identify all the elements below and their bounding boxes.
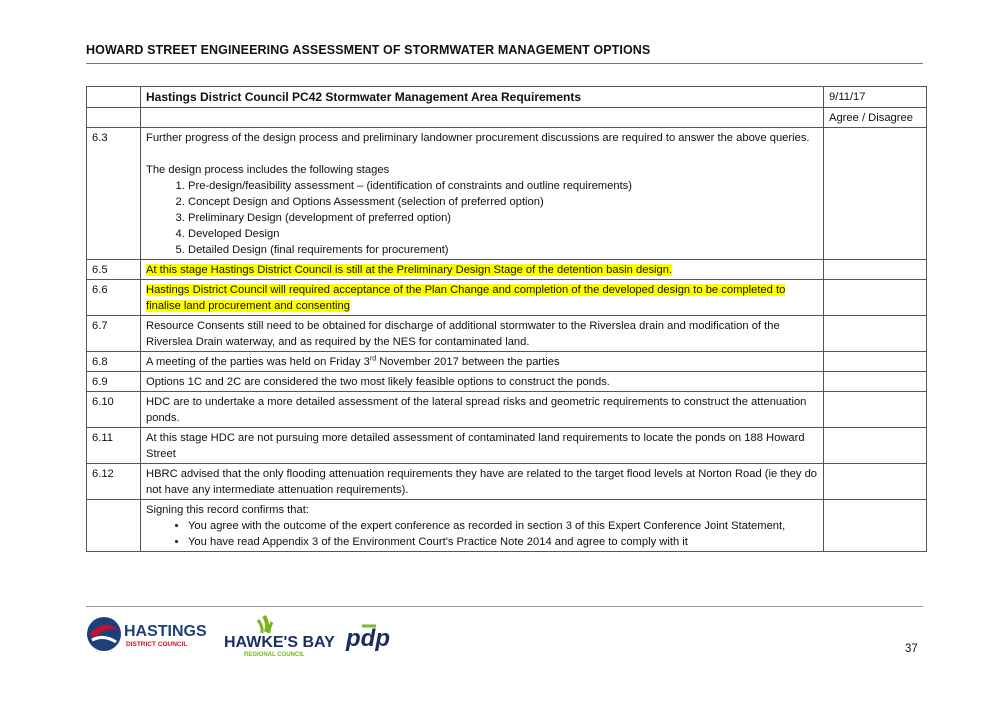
table-subheader-row: [87, 108, 927, 128]
signing-row: [87, 500, 927, 552]
table-row: [87, 316, 927, 352]
row-number: 6.11: [87, 428, 141, 464]
agree-disagree-label: Agree / Disagree: [824, 108, 927, 128]
agree-cell: [824, 464, 927, 500]
signing-intro: Signing this record confirms that:: [146, 504, 309, 516]
agree-cell: [824, 128, 927, 260]
list-item: 3. Preliminary Design (development of preferred option): [188, 210, 818, 226]
hastings-logo: [87, 617, 207, 651]
row-number: 6.3: [87, 128, 141, 260]
agree-cell: [824, 392, 927, 428]
row-number: 6.8: [87, 352, 141, 372]
table-row: [87, 372, 927, 392]
row-number: 6.9: [87, 372, 141, 392]
row-text: [141, 260, 824, 280]
row-text: Options 1C and 2C are considered the two most likely feasible options to construct the ponds.: [141, 372, 824, 392]
row-number: 6.6: [87, 280, 141, 316]
row-text: HBRC advised that the only flooding attenuation requirements they have are related to the target flood levels at Norton Road (ie they do not have any intermediate attenuation requirements).: [141, 464, 824, 500]
list-item: 5. Detailed Design (final requirements for procurement): [188, 242, 818, 258]
hawkes-bay-wordmark: HAWKE'S BAY: [224, 634, 335, 651]
table-cell: [141, 108, 824, 128]
table-header-row: [87, 87, 927, 108]
hastings-wordmark: HASTINGS: [124, 623, 207, 640]
table-cell: [87, 87, 141, 108]
paragraph: Further progress of the design process and preliminary landowner procurement discussions are required to answer the above queries.: [146, 132, 810, 144]
highlighted-text: At this stage Hastings District Council is still at the Preliminary Design Stage of the detention basin design.: [146, 264, 673, 276]
table-title: Hastings District Council PC42 Stormwater Management Area Requirements: [141, 87, 824, 108]
page-number: 37: [905, 643, 918, 655]
footer-divider: [86, 606, 923, 607]
row-text: At this stage HDC are not pursuing more detailed assessment of contaminated land requirements to locate the ponds on 188 Howard Street: [141, 428, 824, 464]
table-row: [87, 464, 927, 500]
signing-list: [146, 518, 818, 550]
agree-cell: [824, 372, 927, 392]
hawkes-bay-subtitle: REGIONAL COUNCIL: [244, 652, 305, 658]
table-row: [87, 280, 927, 316]
agree-cell: [824, 260, 927, 280]
agree-cell: [824, 280, 927, 316]
hastings-subtitle: DISTRICT COUNCIL: [126, 641, 188, 648]
row-text: Resource Consents still need to be obtained for discharge of additional stormwater to the Riverslea drain and modification of the Riverslea Drain waterway, and as required by the NES for contaminated land.: [141, 316, 824, 352]
row-text: [141, 128, 824, 260]
agree-cell: [824, 316, 927, 352]
table-date: 9/11/17: [824, 87, 927, 108]
row-number: 6.5: [87, 260, 141, 280]
signing-text: [141, 500, 824, 552]
list-item: • You agree with the outcome of the expert conference as recorded in section 3 of this Expert Conference Joint Statement,: [188, 518, 818, 534]
table-row: [87, 352, 927, 372]
row-text: A meeting of the parties was held on Friday 3rd November 2017 between the parties: [141, 352, 824, 372]
paragraph: The design process includes the following stages: [146, 164, 390, 176]
page-title: HOWARD STREET ENGINEERING ASSESSMENT OF STORMWATER MANAGEMENT OPTIONS: [86, 43, 651, 57]
list-item: • You have read Appendix 3 of the Environment Court's Practice Note 2014 and agree to comply with it: [188, 534, 818, 550]
agree-cell: [824, 428, 927, 464]
stage-list: [146, 178, 818, 258]
pdp-wordmark: pdp: [346, 625, 390, 652]
list-item: 1. Pre-design/feasibility assessment – (identification of constraints and outline requirements): [188, 178, 818, 194]
requirements-table: [86, 86, 927, 552]
row-text: [141, 280, 824, 316]
table-cell: [87, 500, 141, 552]
row-number: 6.12: [87, 464, 141, 500]
row-text: HDC are to undertake a more detailed assessment of the lateral spread risks and geometric requirements to construct the attenuation ponds.: [141, 392, 824, 428]
hawkes-bay-logo: [224, 616, 335, 658]
agree-cell: [824, 352, 927, 372]
list-item: 4. Developed Design: [188, 226, 818, 242]
row-number: 6.7: [87, 316, 141, 352]
row-number: 6.10: [87, 392, 141, 428]
table-row: [87, 392, 927, 428]
header-divider: [86, 63, 923, 64]
highlighted-text: Hastings District Council will required acceptance of the Plan Change and completion of the developed design to be completed to finalise land procurement and consenting: [146, 284, 786, 312]
table-row: [87, 428, 927, 464]
pdp-logo: [345, 625, 390, 652]
list-item: 2. Concept Design and Options Assessment (selection of preferred option): [188, 194, 818, 210]
agree-cell: [824, 500, 927, 552]
table-cell: [87, 108, 141, 128]
table-row: [87, 128, 927, 260]
footer-logos: [86, 612, 426, 660]
table-row: [87, 260, 927, 280]
